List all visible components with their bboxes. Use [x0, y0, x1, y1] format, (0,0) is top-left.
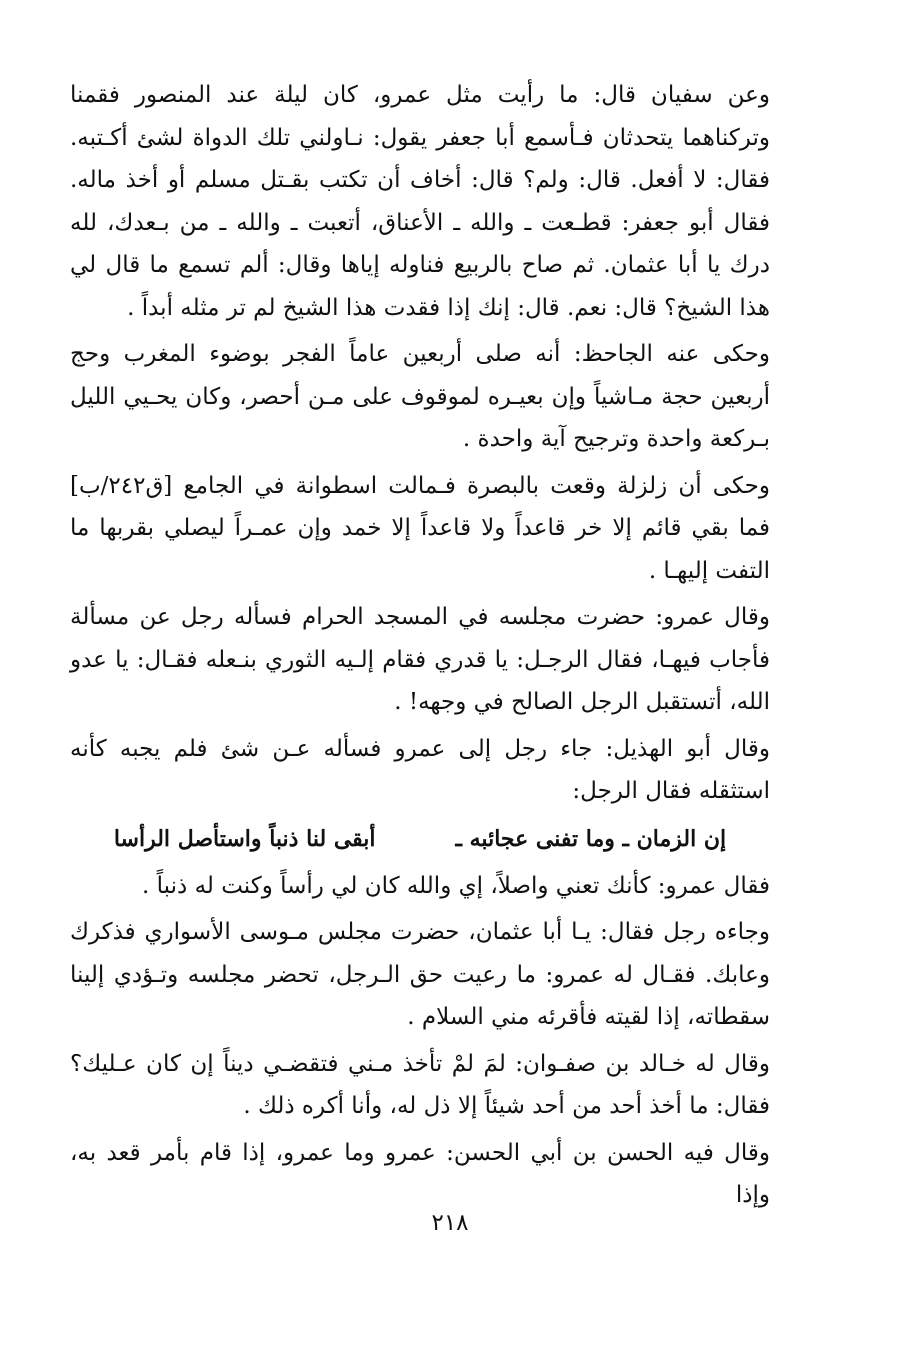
- paragraph-sufyan: وعن سفيان قال: ما رأيت مثل عمرو، كان ليلة عند المنصور فقمنا وتركناهما يتحدثان فـأسمع أبا جعفر يقول: نـاولني تلك الدواة لشئ أكـتبه. فقال: لا أفعل. قال: ولم؟ قال: أخاف أن تكتب بقـتل مسلم أو أخذ ماله. فقال أبو جعفر: قطـعت ـ والله ـ الأعناق، أتعبت ـ والله ـ من بـعدك، لله درك يا أبا عثمان. ثم صاح بالربيع فناوله إياها وقال: ألم تسمع ما قال لي هذا الشيخ؟ قال: نعم. قال: إنك إذا فقدت هذا الشيخ لم تر مثله أبداً .: [70, 82, 770, 321]
- page-number: ٢١٨: [431, 1210, 469, 1236]
- paragraph-hasan: وقال فيه الحسن بن أبي الحسن: عمرو وما عمرو، إذا قام بأمر قعد به، وإذا: [70, 1139, 770, 1208]
- paragraph-masjid: وقال عمرو: حضرت مجلسه في المسجد الحرام فسأله رجل عن مسألة فأجاب فيهـا، فقال الرجـل: يا قدري فقام إلـيه الثوري بنـعله فقـال: يا عدو الله، أتستقبل الرجل الصالح في وجهه! .: [70, 604, 770, 715]
- paragraph-earthquake: وحكى أن زلزلة وقعت بالبصرة فـمالت اسطوانة في الجامع [ق٢٤٢/ب] فما بقي قائم إلا خر قاعداً ولا قاعداً إلا خمد وإن عمـراً ليصلي بقربها ما التفت إليهـا .: [70, 472, 770, 584]
- paragraph-amr-reply: فقال عمرو: كأنك تعني واصلاً، إي والله كان لي رأساً وكنت له ذنباً .: [142, 872, 770, 899]
- paragraph-aswari: وجاءه رجل فقال: يـا أبا عثمان، حضرت مجلس مـوسى الأسواري فذكرك وعابك. فقـال له عمرو: ما رعيت حق الـرجل، تحضر مجلسه وتـؤدي إلينا سقطاته، إذا لقيته فأقرئه مني السلام .: [70, 919, 770, 1030]
- paragraph-khalid: وقال له خـالد بن صفـوان: لمَ لمْ تأخذ مـني فتقضـي ديناً إن كان عـليك؟ فقال: ما أخذ أحد من أحد شيئاً إلا ذل له، وأنا أكره ذلك .: [70, 1050, 770, 1119]
- paragraph-jahiz: وحكى عنه الجاحظ: أنه صلى أربعين عاماً الفجر بوضوء المغرب وحج أربعين حجة مـاشياً وإن بعيـره لموقوف على مـن أحصر، وكان يحـيي الليل بـركعة واحدة وترجيح آية واحدة .: [70, 341, 770, 452]
- verse-second-hemistich: أبقى لنا ذنباً واستأصل الرأسا: [113, 825, 376, 852]
- page-body: [70, 74, 770, 1221]
- paragraph-abu-hudhayl: وقال أبو الهذيل: جاء رجل إلى عمرو فسأله عـن شئ فلم يجبه كأنه استثقله فقال الرجل:: [70, 735, 770, 804]
- verse-first-hemistich: إن الزمان ـ وما تفنى عجائبه ـ: [455, 825, 727, 852]
- poetry-verse: [70, 817, 770, 861]
